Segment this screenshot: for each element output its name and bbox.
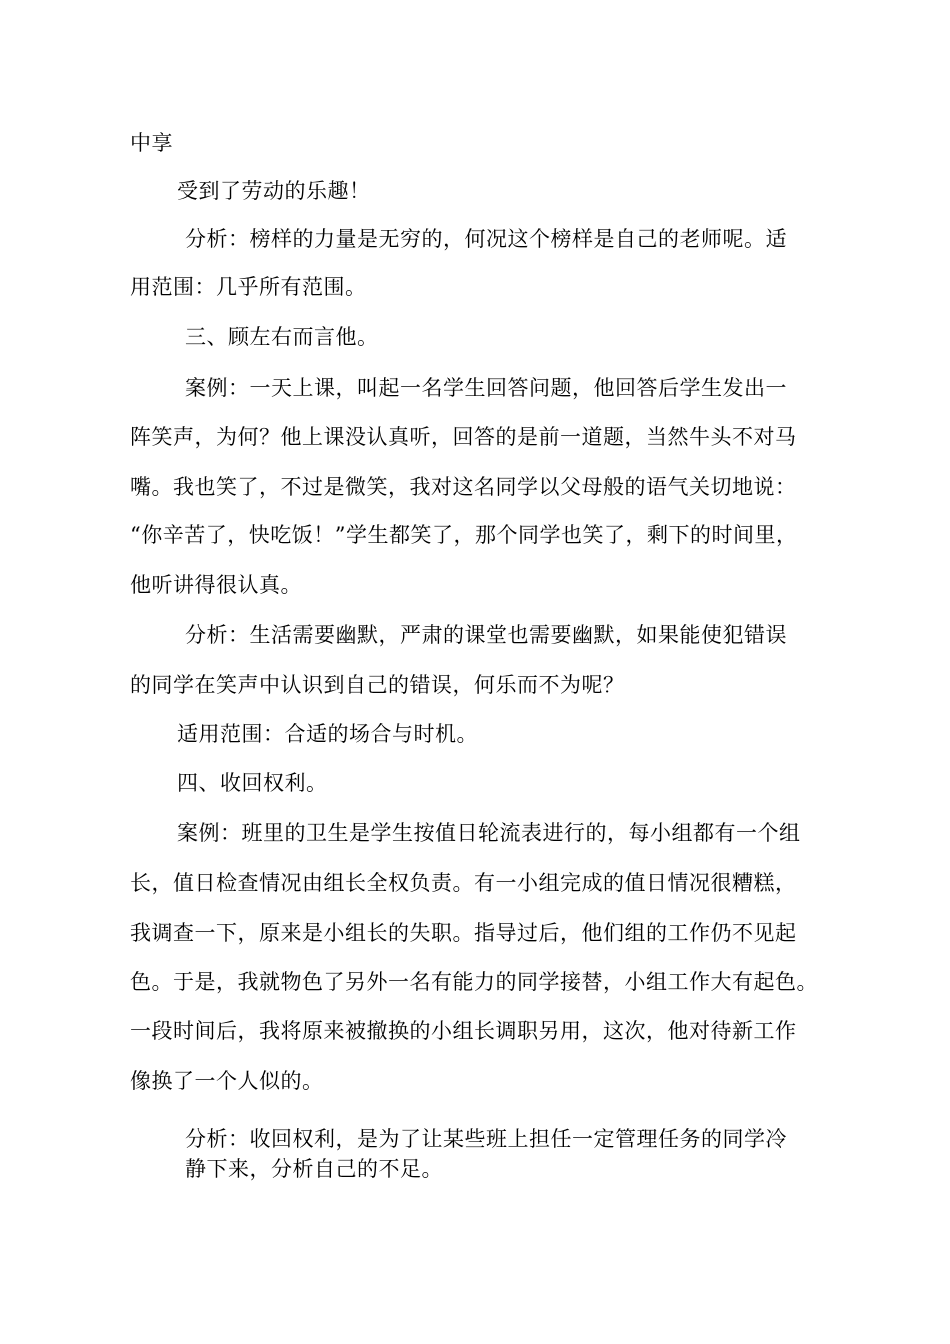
text-line-18: 色。于是，我就物色了另外一名有能力的同学接替，小组工作大有起色。: [130, 970, 818, 994]
text-line-22: 静下来，分析自己的不足。: [185, 1157, 443, 1181]
text-line-17: 我调查一下，原来是小组长的失职。指导过后，他们组的工作仍不见起: [130, 921, 797, 945]
section-heading-4: 四、收回权利。: [177, 771, 328, 795]
text-line-8: 嘴。我也笑了，不过是微笑，我对这名同学以父母般的语气关切地说：: [130, 475, 797, 499]
text-line-7: 阵笑声，为何？他上课没认真听，回答的是前一道题，当然牛头不对马: [130, 425, 797, 449]
text-line-12: 的同学在笑声中认识到自己的错误，何乐而不为呢？: [130, 673, 625, 697]
text-line-4: 用范围：几乎所有范围。: [130, 275, 367, 299]
section-heading-3: 三、顾左右而言他。: [185, 325, 379, 349]
text-line-19: 一段时间后，我将原来被撤换的小组长调职另用，这次，他对待新工作: [130, 1019, 797, 1043]
text-line-11: 分析：生活需要幽默，严肃的课堂也需要幽默，如果能使犯错误: [185, 623, 787, 647]
text-line-13: 适用范围：合适的场合与时机。: [177, 722, 478, 746]
text-line-1: 中享: [130, 131, 173, 155]
text-line-20: 像换了一个人似的。: [130, 1069, 324, 1093]
text-line-6: 案例：一天上课，叫起一名学生回答问题，他回答后学生发出一: [185, 376, 787, 400]
text-line-21: 分析：收回权利，是为了让某些班上担任一定管理任务的同学冷: [185, 1127, 787, 1151]
text-line-16: 长，值日检查情况由组长全权负责。有一小组完成的值日情况很糟糕，: [130, 871, 797, 895]
text-line-10: 他听讲得很认真。: [130, 573, 302, 597]
text-line-3: 分析：榜样的力量是无穷的，何况这个榜样是自己的老师呢。适: [185, 227, 787, 251]
text-line-15: 案例：班里的卫生是学生按值日轮流表进行的，每小组都有一个组: [177, 821, 801, 845]
text-line-9: “你辛苦了，快吃饭！”学生都笑了，那个同学也笑了，剩下的时间里，: [130, 523, 798, 547]
text-line-2: 受到了劳动的乐趣！: [177, 179, 371, 203]
